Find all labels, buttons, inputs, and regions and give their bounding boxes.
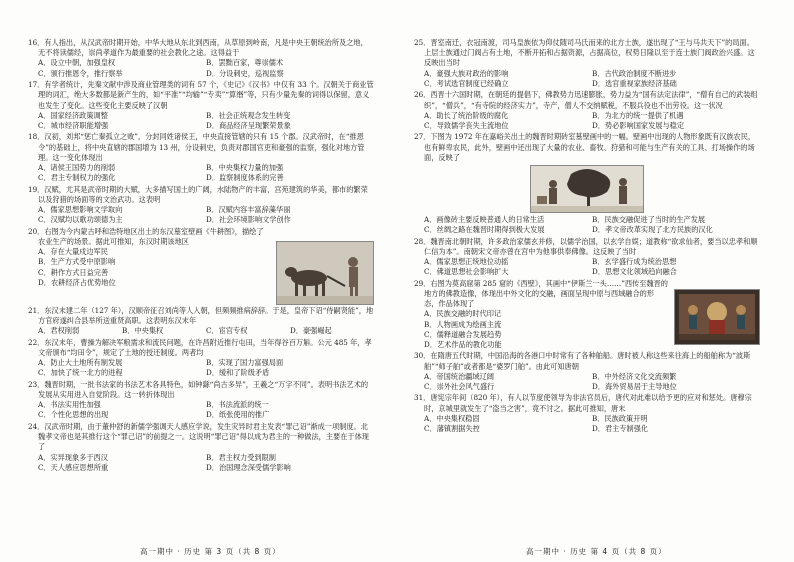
option-a: A．诸侯王国势力的削弱 xyxy=(38,163,116,172)
option-d: D．监察制度体系的完善 xyxy=(206,173,284,183)
question-stem: 23．魏晋时期，一批书法家的书法艺术各具特色，如钟繇“尚古多异”，王羲之“万字不同”。表明书法艺术的发展从实用进入自觉阶段。这一转折体现出 xyxy=(28,379,369,399)
option-c: C．加快了统一北方的进程 xyxy=(38,368,123,378)
question-stem: 21．东汉末建二年（127 年），汉顺帝征召刘尚等人入朝，但频频推病辞辞。于是，皇帝下诏“侍嗣贤能”，地方官府遂纠合县举所送重贤高职。这表明东汉末年 xyxy=(28,305,374,326)
question-stem: 22．东汉末年，曹操为解决军粮需求和流民问题，在许昌附近推行屯田，当年得谷百万斛。公元 485 年，孝文帝颁布“均田令”，规定了土地的授还制度。两者均 xyxy=(28,337,372,357)
option-c: C．导致儒学丧失主流地位 xyxy=(424,120,509,130)
options xyxy=(28,326,374,336)
option-a: A．防止大土地所有制发展 xyxy=(38,358,123,368)
option-b: B．中外经济文化交流频繁 xyxy=(592,371,677,381)
option-b: B．社会正统观念发生转变 xyxy=(206,110,291,120)
option-a: A．书法实用性加强 xyxy=(38,400,101,410)
question-16 xyxy=(28,38,374,79)
option-a: A．帝国统治疆域辽阔 xyxy=(424,371,494,381)
option-b: B．古代政治制度不断进步 xyxy=(592,68,677,78)
question-23 xyxy=(28,380,374,421)
option-d: D．君主专制强化 xyxy=(592,424,649,434)
page-4 xyxy=(414,38,760,543)
question-stem: 18．汉初，刘邦“惩亡秦孤立之败”，分封同姓诸侯王，中央直接管辖的只有 15 个郡。汉武帝时，在“推恩令”的基础上，将中央直辖的郡国增为 13 州，分设刺史，负责对郡国官吏和豪强的监察，强化对地方管理。这一变化体现出 xyxy=(28,132,365,162)
option-a: A．中央集权稳固 xyxy=(424,413,480,423)
mogao-cave-mural-image xyxy=(674,289,760,345)
option-c: C．城市经济职能增强 xyxy=(38,120,109,130)
option-b: B．君主权力受到限制 xyxy=(206,452,276,462)
option-d: D．分设刺史，巡视监察 xyxy=(206,68,284,78)
option-c: C．丝绸之路在魏晋时期得到极大发展 xyxy=(424,225,545,235)
option-d: D．商品经济呈现繁荣景象 xyxy=(206,120,291,130)
question-stem: 31．唐宪宗年间（820 年），有人以节度使领导为非法官员后，唐代对此难以给予更的应对和惩处。唐穆宗时，京城里就发生了“盗当之害”，竟不讨之。据此可推知，唐末 xyxy=(414,393,752,413)
option-b: B．人物画成为绘画主流 xyxy=(424,319,502,329)
option-d: D．势必影响国家发展与稳定 xyxy=(592,120,685,130)
options xyxy=(28,358,374,378)
option-b: B．书法流派的统一 xyxy=(206,400,269,410)
option-b: B．中央集权力量的加强 xyxy=(206,163,284,172)
option-b: B．实现了国力富强局面 xyxy=(206,358,284,368)
options xyxy=(414,372,760,392)
question-17 xyxy=(28,80,374,131)
options xyxy=(28,400,374,420)
question-stem: 20．右图为今内蒙古呼和浩特地区出土的东汉墓室壁画《牛耕图》，描绘了农业生产的场景。据此可推知，东汉时期该地区 xyxy=(28,226,264,246)
option-d: D．社会环境影响文学创作 xyxy=(206,215,291,225)
option-c: C．宦官专权 xyxy=(206,326,248,336)
option-c: C．耕作方式日益完善 xyxy=(38,267,109,277)
question-stem: 25．晋室南迁，衣冠南渡，司马皇族依为仰仗随司马氏而来的北方士族，遂出现了“王与马共天下”的局面。上层士族通过门阀占有土地，不断开拓和占据资源，占据高位，权势日隆以至于连士族门阀政治兴盛。这反映出当时 xyxy=(414,38,755,68)
options xyxy=(28,453,374,473)
option-b: B．玄学盛行成为统治思想 xyxy=(592,257,677,267)
options xyxy=(28,58,374,78)
option-d: D．海外贸易居于主导地位 xyxy=(592,382,677,392)
question-19 xyxy=(28,185,374,226)
question-28 xyxy=(414,237,760,278)
option-d: D．纸张使用的推广 xyxy=(206,410,270,420)
options xyxy=(28,205,374,225)
option-d: D．缓和了阶级矛盾 xyxy=(206,368,270,378)
options xyxy=(28,247,270,288)
option-a: A．儒家思想影响文学取向 xyxy=(38,205,123,215)
option-a: A．实异现象多于西汉 xyxy=(38,452,108,462)
options xyxy=(414,69,760,89)
question-31 xyxy=(414,393,760,434)
question-stem: 24．汉武帝时期，由于董仲舒的新儒学强调天人感应学说，发生灾异时君主发表“罪己诏”渐成一项制度。北魏孝文帝也是其推行这个“罪己诏”的前提之一。这说明“罪己诏”得以成为君主的一种做法，主要在于体现了 xyxy=(28,421,369,452)
options xyxy=(28,111,374,131)
option-a: A．民族交融的时代印记 xyxy=(424,309,502,319)
options xyxy=(414,257,760,277)
option-a: A．国家经济政策调整 xyxy=(38,110,108,120)
question-30 xyxy=(414,351,760,392)
option-b: B．民族交融促进了当时的生产发展 xyxy=(592,215,706,224)
option-b: B．为北方的统一提供了机遇 xyxy=(592,110,684,120)
option-a: A．助长了统治阶级的腐化 xyxy=(424,110,509,120)
question-27 xyxy=(414,132,760,235)
option-c: C．藩镇割据失控 xyxy=(424,424,480,434)
question-22 xyxy=(28,338,374,379)
page-footer-right: 高一期中 · 历史 第 4 页（共 8 页） xyxy=(526,547,667,556)
tomb-brick-mural-image xyxy=(530,165,644,213)
option-c: C．汉赋均以歌功颂德为主 xyxy=(38,215,123,225)
question-25 xyxy=(414,38,760,89)
option-d: D．豪强崛起 xyxy=(290,326,332,336)
option-d: D．孝文帝改革实现了北方民族的汉化 xyxy=(592,225,713,235)
options xyxy=(414,111,760,131)
question-stem: 30．在隋唐五代时期，中国沿海的各港口中时常有了各种舶船。唐时被人称这些来往海上的船舶称为“波斯舶”“师子舶”或者都是“婆罗门舶”。由此可知唐朝 xyxy=(414,351,751,371)
question-29 xyxy=(414,279,760,351)
question-stem: 17．有学者统计，先秦文献中涉及商业管理类的词有 57 个，《史记》《汉书》中仅有 33 个。汉朝关于商业管理的词汇，绝大多数都是新产生的，如“平准”“均输”“专卖”“算缗”等，只有少量先秦的词得以保留，意义也发生了变化。这些变化主要反映了汉朝 xyxy=(28,80,374,110)
question-21 xyxy=(28,306,374,337)
option-a: A．君权削弱 xyxy=(38,326,80,336)
options xyxy=(414,309,668,350)
option-d: D．艺术作品的教化功能 xyxy=(424,340,502,349)
question-stem: 27．下图为 1972 年在嘉峪关出土的魏晋时期砖室墓壁画中的一幅。壁画中出现的人物形象既有汉族农民，也有鲜卑农民，此外，壁画中还出现了大量的农业、畜牧、狩猎和可能与生产有关的工具、打场操作的场面，反映了 xyxy=(414,132,756,162)
option-d: D．思想文化领域趋向融合 xyxy=(592,267,677,277)
option-b: B．汉赋内容丰富辞藻华丽 xyxy=(206,205,291,215)
option-a: A．画像砖主要反映普通人的日常生活 xyxy=(424,215,545,224)
question-18 xyxy=(28,132,374,183)
question-24 xyxy=(28,422,374,473)
ox-plowing-mural-image xyxy=(276,241,374,305)
option-c: C．个性化思想的出现 xyxy=(38,410,109,420)
option-b: B．民族政策开明 xyxy=(592,413,648,423)
question-stem: 28．魏晋南北朝时期，许多政治家儒玄并修，以儒学治国，以玄学自娱；道教称“欲求仙者，要当以忠孝和顺仁信为本”。南朝宋文帝亦曾在宫中为他事供奉佛像。这反映了当时 xyxy=(414,236,758,256)
option-d: D．农耕经济占优势地位 xyxy=(38,277,116,287)
option-d: D．选官重视家族经济基础 xyxy=(592,78,677,88)
page-footer-left: 高一期中 · 历史 第 3 页（共 8 页） xyxy=(140,547,281,556)
question-stem: 26．西晋十六国时期，在朝廷的提倡下，佛教势力迅速膨胀，势力益为“国有法定法律”，“僧有自己的武装组织”，“僧兵”，“有寺院的经济实力”，寺产，僧人不交纳赋税，不服兵役也不出劳役。这一状况 xyxy=(414,90,758,110)
option-a: A．设立中朝，加强皇权 xyxy=(38,58,116,68)
option-b: B．生产方式受中原影响 xyxy=(38,257,116,267)
options xyxy=(414,414,760,434)
option-a: A．儒家思想正统地位动摇 xyxy=(424,257,509,267)
option-b: B．中央集权 xyxy=(122,326,164,336)
question-26 xyxy=(414,90,760,131)
question-20 xyxy=(28,227,374,305)
option-d: D．治国理念深受儒学影响 xyxy=(206,462,291,472)
option-c: C．考试选官制度已经确立 xyxy=(424,78,509,88)
option-a: A．存在大量戍边军民 xyxy=(38,247,108,257)
options xyxy=(28,163,374,183)
option-b: B．罢黜百家，尊崇儒术 xyxy=(206,58,284,68)
option-c: C．君主专制权力的强化 xyxy=(38,173,116,183)
page-3 xyxy=(28,38,374,543)
question-stem: 16．有人指出，从汉武帝时期开始，中华大地从东北到西南，从草原到岭南，凡是中央王朝统治所及之地，无不将读儒经，崇尚孝道作为最重要的社会教化之途。这得益于 xyxy=(28,38,368,58)
option-c: C．颁行推恩令，推行察举 xyxy=(38,68,123,78)
options xyxy=(414,215,760,235)
option-a: A．豪强大族对政治的影响 xyxy=(424,68,509,78)
option-c: C．天人感应思想所重 xyxy=(38,462,109,472)
question-stem: 29．右图为莫高窟第 285 窟的《西壁》，其画中“伊斯兰一头……”西传至魏晋的地方的佛教造像，体现出中外文化的交融，画面呈现中原与西域融合的形态，作品体现了 xyxy=(414,278,668,309)
option-c: C．儒释道融合发展趋势 xyxy=(424,329,502,339)
option-c: C．崇外社会风气盛行 xyxy=(424,382,495,392)
option-c: C．佛道思想社会影响扩大 xyxy=(424,267,509,277)
question-stem: 19．汉赋，尤其是武帝时期的大赋，大多描写国土的广阔，水陆物产的丰富，宫苑建筑的华美，都市的繁荣以及狩猎的场面等的文治武功。这表明 xyxy=(28,184,368,204)
